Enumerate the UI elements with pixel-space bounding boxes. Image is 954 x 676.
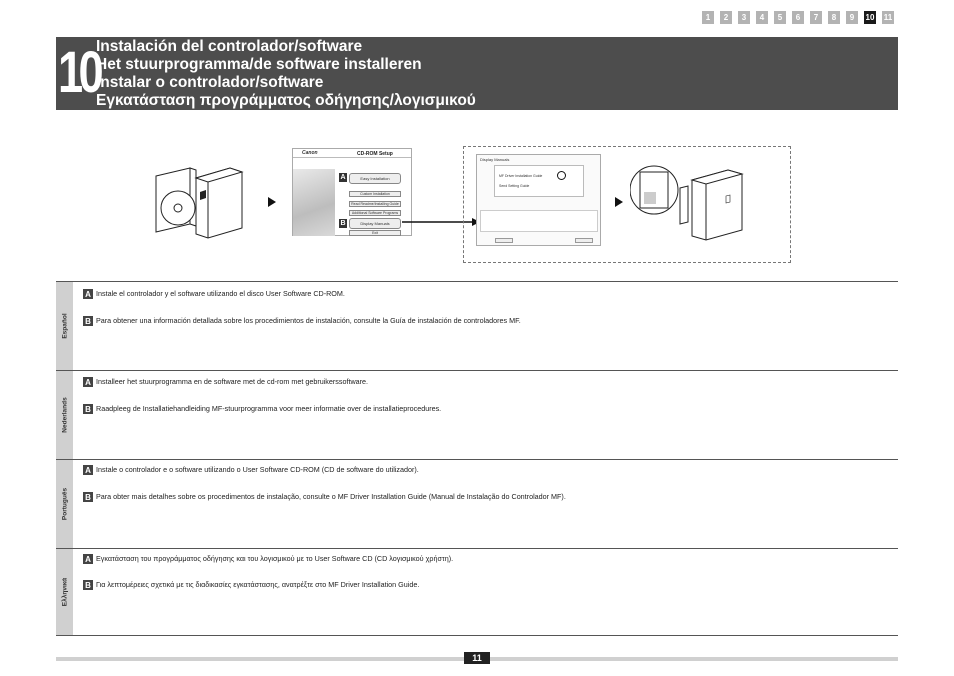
instruction-a <box>83 289 345 299</box>
badge-b: B <box>83 316 93 326</box>
page-link-3[interactable]: 3 <box>738 11 750 24</box>
badge-a: A <box>83 465 93 475</box>
instruction-b-text: Para obter mais detalhes sobre os procedimentos de instalação, consulte o MF Driver Installation Guide (Manual de Instalação do Controlador MF). <box>96 492 566 501</box>
additional-software-button[interactable]: Additional Software Programs <box>349 210 401 216</box>
title-spanish: Instalación del controlador/software <box>96 38 363 55</box>
exit-manuals-button[interactable] <box>575 238 593 243</box>
display-manuals-button[interactable]: Display Manuals <box>349 218 401 229</box>
instruction-a-text: Installeer het stuurprogramma en de software met de cd-rom met gebruikerssoftware. <box>96 377 369 386</box>
page-link-9[interactable]: 9 <box>846 11 858 24</box>
manuals-note-box <box>480 210 598 232</box>
page-link-8[interactable]: 8 <box>828 11 840 24</box>
section-dutch <box>56 370 898 459</box>
lang-tab-dutch: Nederlands <box>56 371 73 459</box>
instruction-b-text: Για λεπτομέρειες σχετικά με τις διαδικασίες εγκατάστασης, ανατρέξτε στο MF Driver Installation Guide. <box>96 580 420 589</box>
instruction-a-text: Instale el controlador y el software utilizando el disco User Software CD-ROM. <box>96 289 345 298</box>
instruction-a <box>83 465 419 475</box>
badge-b: B <box>83 404 93 414</box>
arrow-right-icon <box>268 197 276 207</box>
easy-installation-button[interactable]: Easy Installation <box>349 173 401 184</box>
readme-button[interactable]: Read Readme/Installing Guide <box>349 201 401 207</box>
lang-tab-greek: Ελληνικά <box>56 549 73 635</box>
page-number: 11 <box>464 652 490 664</box>
manual-item-send-guide[interactable]: Send Setting Guide <box>499 184 530 188</box>
lang-tab-spanish: Español <box>56 282 73 370</box>
exit-button[interactable]: Exit <box>349 230 401 236</box>
cdrom-setup-title: CD-ROM Setup <box>357 151 393 157</box>
page-link-10-current[interactable]: 10 <box>865 13 875 22</box>
instruction-b <box>83 316 521 326</box>
title-greek: Εγκατάσταση προγράμματος οδήγησης/λογισμικού <box>96 92 476 109</box>
title-portuguese: Instalar o controlador/software <box>96 74 324 91</box>
section-greek <box>56 548 898 636</box>
page-link-7[interactable]: 7 <box>810 11 822 24</box>
instruction-b <box>83 580 419 590</box>
instruction-a <box>83 554 453 564</box>
back-button[interactable] <box>495 238 513 243</box>
section-spanish <box>56 281 898 370</box>
step-titles <box>96 38 476 110</box>
manual-item-driver-guide[interactable]: MF Driver Installation Guide <box>499 174 543 178</box>
instruction-a-text: Εγκατάσταση του προγράμματος οδήγησης και του λογισμικού με το User Software CD (CD λογισμικού χρήστη). <box>96 554 454 563</box>
custom-installation-button[interactable]: Custom Installation <box>349 191 401 197</box>
step-header-banner <box>56 37 898 110</box>
instruction-b <box>83 492 566 502</box>
tag-b: B <box>340 220 346 227</box>
page-link-6[interactable]: 6 <box>792 11 804 24</box>
page-link-5[interactable]: 5 <box>774 11 786 24</box>
page-navigation <box>702 11 894 24</box>
computer-manual-illustration <box>630 162 745 252</box>
page-link-2[interactable]: 2 <box>720 11 732 24</box>
highlight-circle-icon <box>557 171 566 180</box>
instruction-b <box>83 404 441 414</box>
product-photo <box>293 169 335 236</box>
computer-cd-illustration <box>150 162 245 252</box>
instruction-a <box>83 377 368 387</box>
page-link-11[interactable]: 11 <box>883 13 893 22</box>
tag-a: A <box>340 174 346 181</box>
instruction-b-text: Para obtener una información detallada sobre los procedimientos de instalación, consulte la Guía de instalación de controladores MF. <box>96 316 521 325</box>
instruction-b-text: Raadpleeg de Installatiehandleiding MF-stuurprogramma voor meer informatie over de installatieprocedures. <box>96 404 442 413</box>
arrow-right-icon <box>615 197 623 207</box>
page-link-4[interactable]: 4 <box>756 11 768 24</box>
cdrom-setup-screen <box>292 148 412 236</box>
badge-b: B <box>83 580 93 590</box>
section-portuguese <box>56 459 898 548</box>
badge-a: A <box>83 377 93 387</box>
instruction-a-text: Instale o controlador e o software utilizando o User Software CD-ROM (CD de software do utilizador). <box>96 465 419 474</box>
manuals-list <box>494 165 584 197</box>
badge-a: A <box>83 289 93 299</box>
badge-b: B <box>83 492 93 502</box>
display-manuals-window <box>476 154 601 246</box>
language-sections <box>56 281 898 636</box>
step-number: 10 <box>58 40 99 105</box>
installation-illustration <box>150 140 800 270</box>
canon-logo: Canon <box>302 150 318 156</box>
page-link-1[interactable]: 1 <box>702 11 714 24</box>
badge-a: A <box>83 554 93 564</box>
lang-tab-portuguese: Português <box>56 460 73 548</box>
title-dutch: Het stuurprogramma/de software installeren <box>96 56 422 73</box>
display-manuals-title: Display Manuals <box>480 157 510 162</box>
